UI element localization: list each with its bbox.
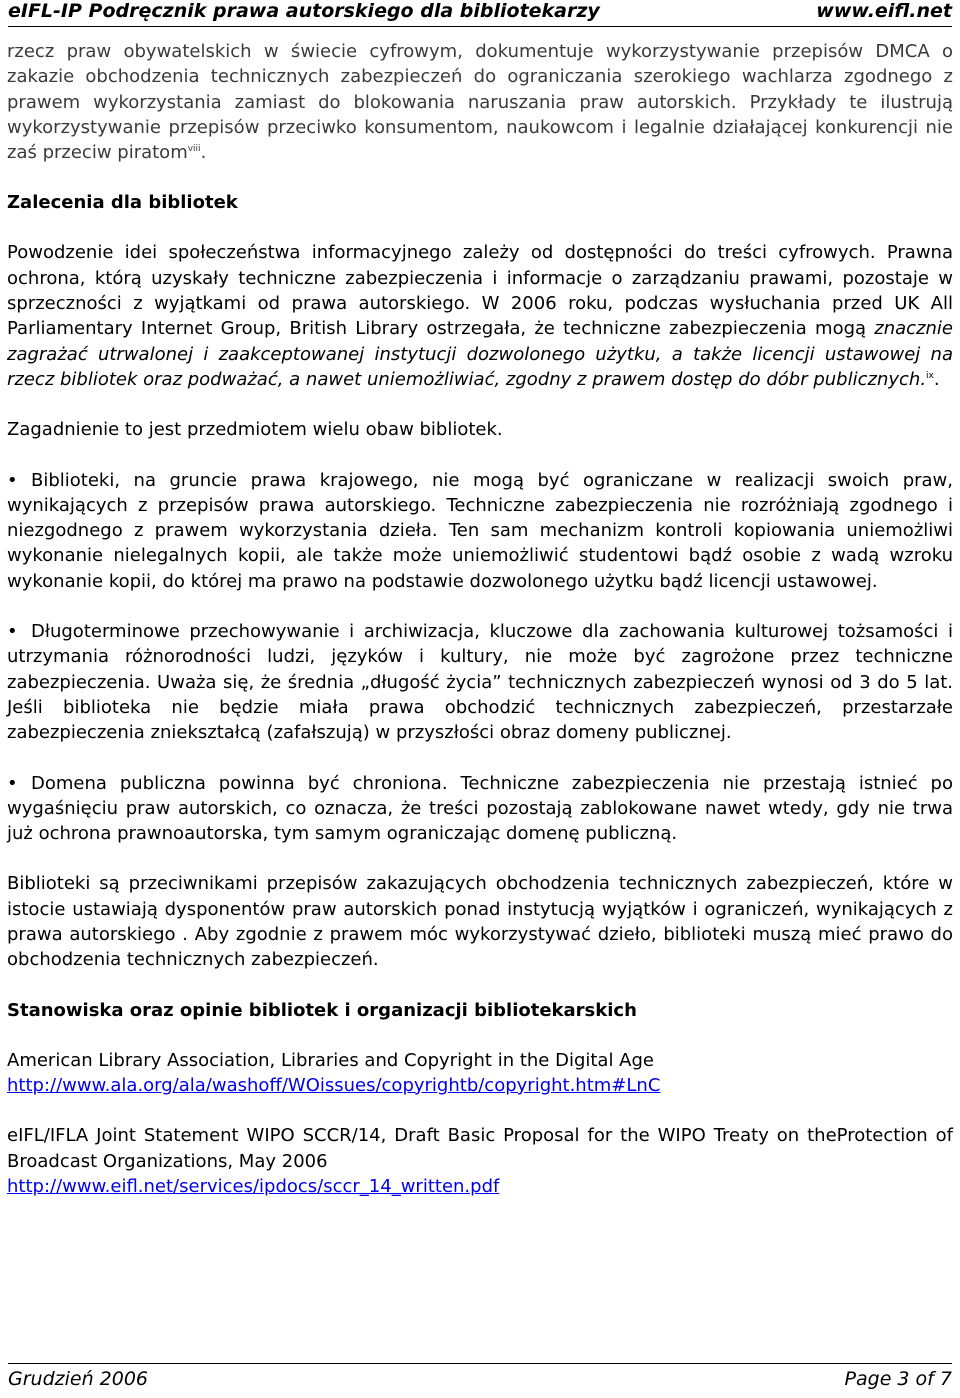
paragraph-opponents: Biblioteki są przeciwnikami przepisów zakazujących obchodzenia technicznych zabezpieczeń, które w istocie ustawiają dysponentów praw autorskich ponad instytucją wyjątków i ograniczeń, wynikających z prawa autorskiego . Aby zgodnie z prawem móc wykorzystywać dzieło, biblioteki muszą mieć prawo do obchodzenia technicznych zabezpieczeń. xyxy=(7,873,953,971)
footnote-ref-viii[interactable]: viii xyxy=(187,144,201,155)
bullet-icon: • xyxy=(7,621,18,643)
reference-eifl-ifla-title: eIFL/IFLA Joint Statement WIPO SCCR/14, Draft Basic Proposal for the WIPO Treaty on theProtection of Broadcast Organizations, May 2006 xyxy=(7,1125,953,1172)
header-website: www.eifl.net xyxy=(816,0,952,22)
page-header xyxy=(8,0,952,27)
header-title: eIFL-IP Podręcznik prawa autorskiego dla bibliotekarzy xyxy=(8,0,600,22)
reference-eifl-ifla xyxy=(7,1123,953,1199)
reference-ala-title: American Library Association, Libraries and Copyright in the Digital Age xyxy=(7,1049,654,1071)
section-heading-recommendations: Zalecenia dla bibliotek xyxy=(7,192,238,214)
bullet-icon: • xyxy=(7,772,18,794)
bullet-text-3: Domena publiczna powinna być chroniona. Techniczne zabezpieczenia nie przestają istnieć po wygaśnięciu praw autorskich, co oznacza, że treści pozostają zablokowane nawet wtedy, gdy nie trwa już ochrona prawnoautorska, tym samym ograniczając domenę publiczną. xyxy=(7,772,953,845)
reference-ala xyxy=(7,1048,953,1099)
bullet-text-1: Biblioteki, na gruncie prawa krajowego, nie mogą być ograniczane w realizacji swoich praw, wynikających z przepisów prawa autorskiego. Techniczne zabezpieczenia nie rozróżniają zgodnego i niezgodnego z prawem wykorzystania dzieła. Ten sam mechanizm kontroli kopiowania uniemożliwi wykonanie nielegalnych kopii, ale także może uniemożliwić studentowi bądź osobie z wadą wzroku wykonanie kopii, do której ma prawo na podstawie dozwolonego użytku bądź licencji ustawowej. xyxy=(7,469,953,592)
paragraph-success xyxy=(7,240,953,392)
bullet-text-2: Długoterminowe przechowywanie i archiwizacja, kluczowe dla zachowania kulturowej tożsamości i utrzymania różnorodności ludzi, języków i kultury, nie może być zagrożone przez techniczne zabezpieczenia. Uważa się, że średnia „długość życia” technicznych zabezpieczeń wynosi od 3 do 5 lat. Jeśli biblioteka nie będzie miała prawa obchodzić technicznych zabezpieczeń, przestarzałe zabezpieczenia zniekształcą (zafałszują) w przyszłości obraz domeny publicznej. xyxy=(7,621,953,744)
bullet-item-2 xyxy=(7,619,953,745)
intro-paragraph xyxy=(7,39,953,165)
page-content xyxy=(7,39,953,1199)
paragraph-concerns: Zagadnienie to jest przedmiotem wielu obaw bibliotek. xyxy=(7,419,503,441)
section-heading-positions: Stanowiska oraz opinie bibliotek i organizacji bibliotekarskich xyxy=(7,999,637,1021)
british-library-quote: znacznie zagrażać utrwalonej i zaakceptowanej instytucji dozwolonego użytku, a także licencji ustawowej na rzecz bibliotek oraz podważać, a nawet uniemożliwiać, zgodny z prawem dostęp do dóbr publicznych. xyxy=(7,318,953,390)
reference-ala-link[interactable]: http://www.ala.org/ala/washoff/WOissues/copyrightb/copyright.htm#LnC xyxy=(7,1074,661,1096)
paragraph-success-end: . xyxy=(933,368,940,390)
reference-eifl-ifla-link[interactable]: http://www.eifl.net/services/ipdocs/sccr_14_written.pdf xyxy=(7,1175,500,1197)
paragraph-success-text: Powodzenie idei społeczeństwa informacyjnego zależy od dostępności do treści cyfrowych. Prawna ochrona, którą uzyskały techniczne zabezpieczenia i informacje o zarządzaniu prawami, pozostaje w sprzeczności z wyjątkami od prawa autorskiego. W 2006 roku, podczas wysłuchania przed UK All Parliamentary Internet Group, British Library ostrzegała, że techniczne zabezpieczenia mogą xyxy=(7,242,953,340)
bullet-item-3 xyxy=(7,771,953,847)
intro-text: rzecz praw obywatelskich w świecie cyfrowym, dokumentuje wykorzystywanie przepisów DMCA o zakazie obchodzenia technicznych zabezpieczeń do ograniczania szerokiego wachlarza zgodnego z prawem wykorzystania zamiast do blokowania naruszania praw autorskich. Przykłady te ilustrują wykorzystywanie przepisów przeciwko konsumentom, naukowcom i legalnie działającej konkurencji nie zaś przeciw piratom xyxy=(7,41,953,164)
bullet-icon: • xyxy=(7,469,18,491)
page-footer xyxy=(8,1363,952,1396)
footer-page-number: Page 3 of 7 xyxy=(844,1368,952,1390)
footnote-ref-ix[interactable]: ix xyxy=(926,370,934,381)
footer-date: Grudzień 2006 xyxy=(8,1368,149,1390)
intro-end: . xyxy=(200,142,207,164)
bullet-item-1 xyxy=(7,468,953,594)
